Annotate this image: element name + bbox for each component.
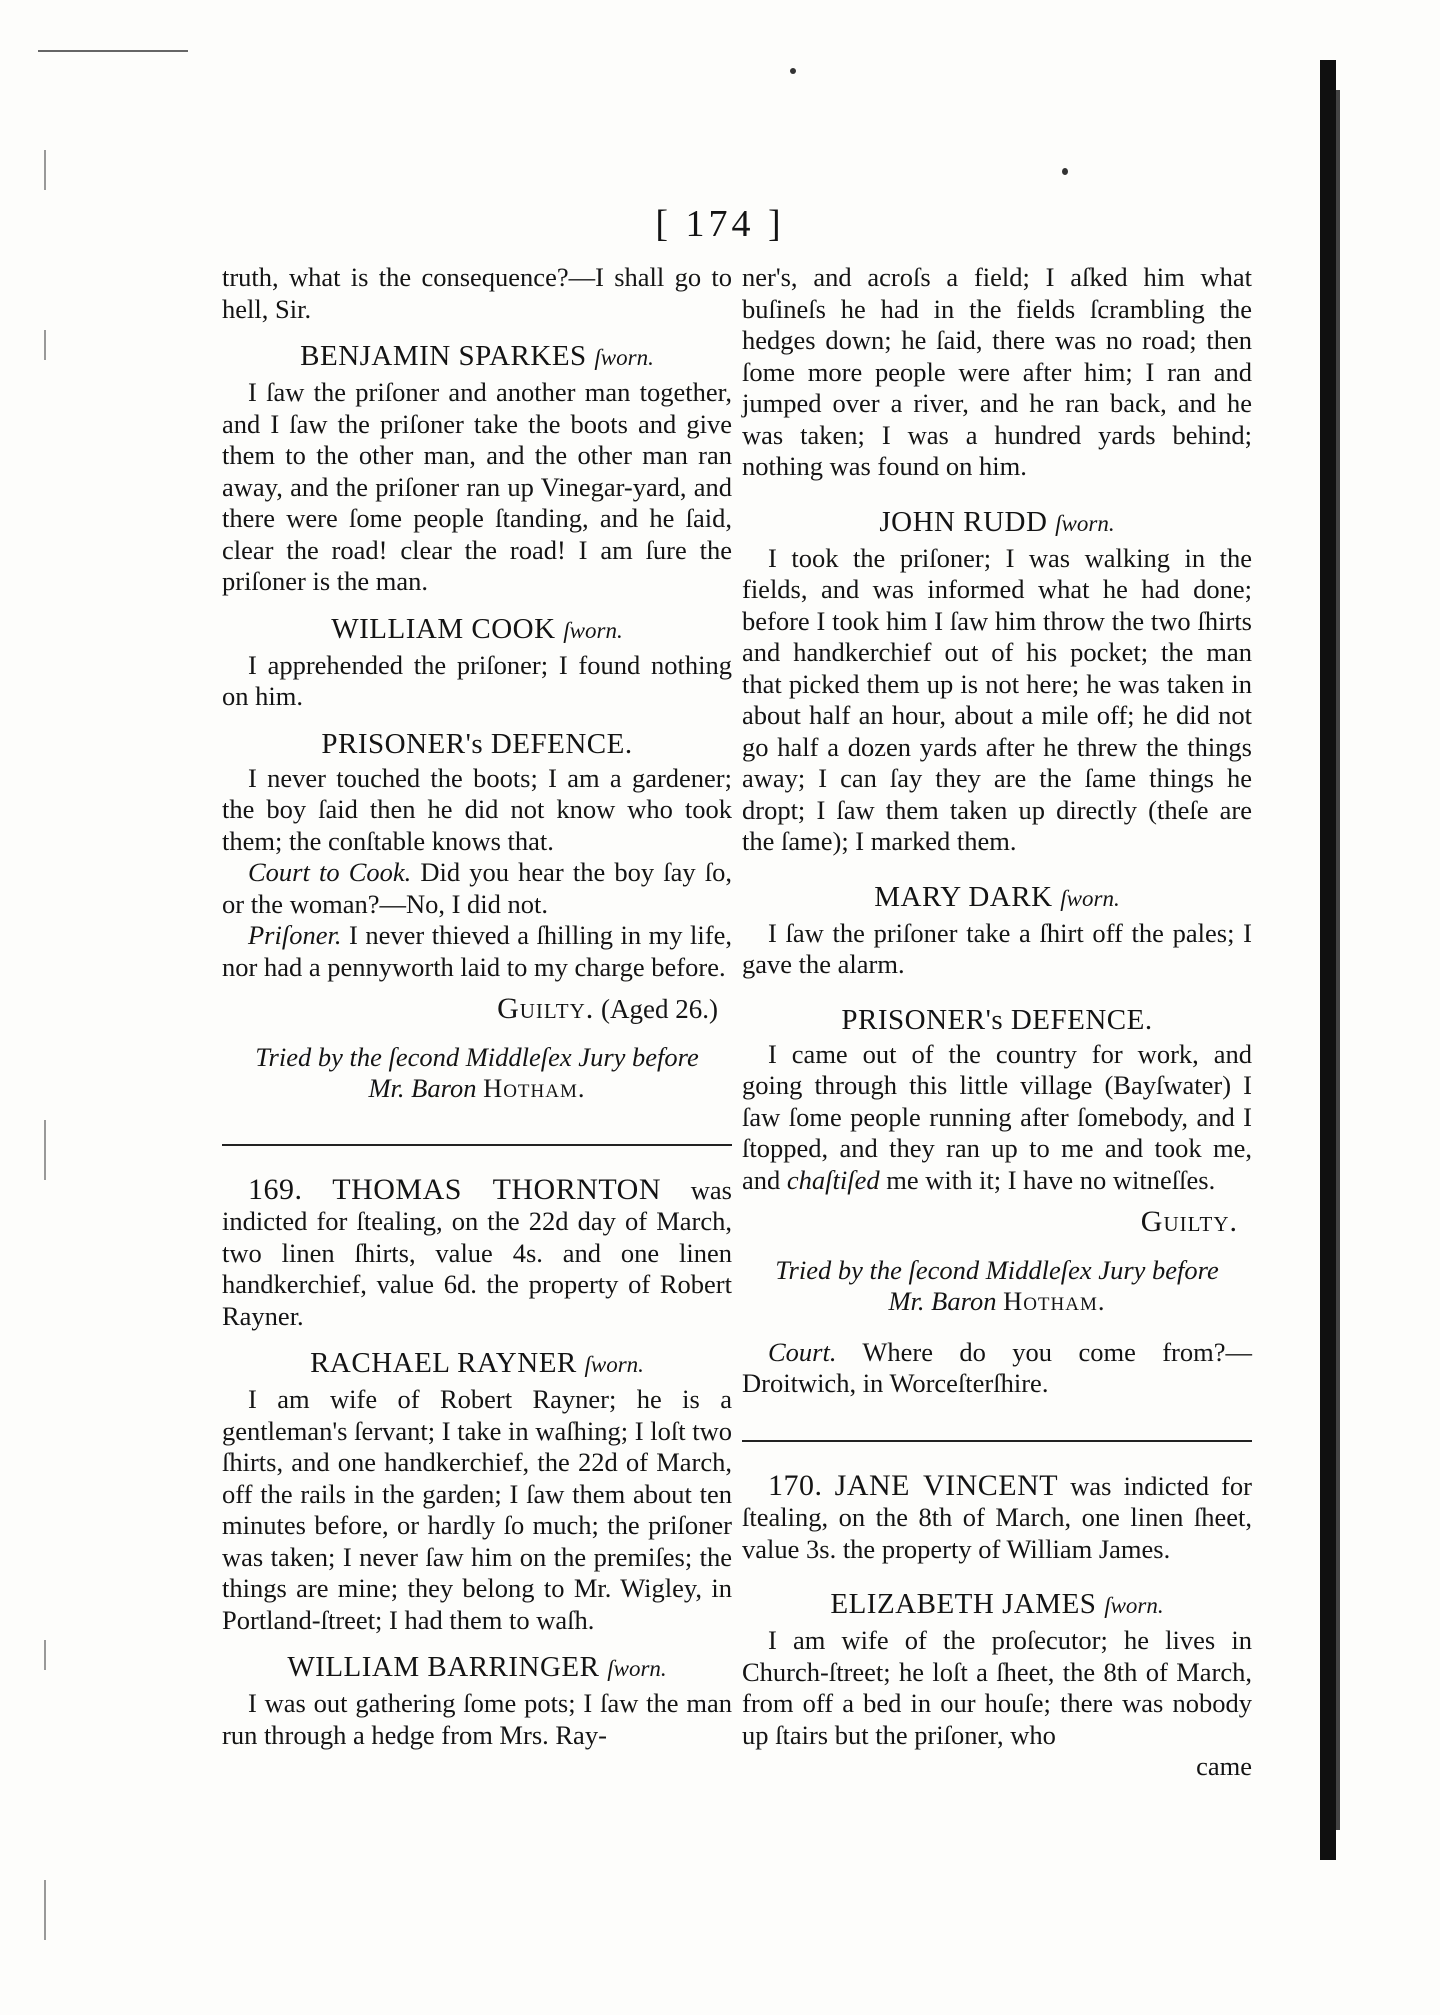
paragraph (742, 1039, 1252, 1197)
sworn-label: ſworn. (563, 617, 623, 643)
paragraph (222, 920, 732, 983)
verdict-word: Guilty. (497, 992, 595, 1025)
witness-name: RACHAEL RAYNER (310, 1347, 577, 1379)
witness-heading (222, 612, 732, 648)
scan-speck (790, 68, 796, 74)
verdict-word: Guilty. (1140, 1205, 1238, 1238)
defendant-name: JANE VINCENT (834, 1468, 1059, 1502)
speech-text: I came out of the country for work, and going through this little village (Bayſwater) I ſaw ſome people running after ſomebody, and I ſtopped, and they ran up to me and took me, and (742, 1038, 1252, 1195)
speech-text: I never thieved a ſhilling in my life, nor had a pennyworth laid to my charge before. (222, 920, 732, 982)
witness-name: JOHN RUDD (879, 505, 1048, 538)
speaker-label: Court to Cook. (248, 857, 412, 887)
tried-line: Tried by the ſecond Middleſex Jury before (255, 1041, 699, 1072)
speech-text: Where do you come from?—Droitwich, in Worceſterſhire. (742, 1336, 1252, 1398)
verdict-age: (Aged 26.) (601, 994, 718, 1024)
binding-shadow (1336, 90, 1340, 1830)
tried-line (742, 1286, 1252, 1317)
witness-name: WILLIAM COOK (331, 612, 556, 645)
paragraph: I am wife of Robert Rayner; he is a gentleman's ſervant; I take in waſhing; I loſt two ſhirts, and one handkerchief, the 22d of March, off the rails in the garden; I ſaw them about ten minutes before, or hardly ſo much; the priſoner was taken; I never ſaw him on the premiſes; the things are mine; they belong to Mr. Wigley, in Portland-ſtreet; I had them to waſh. (222, 1384, 732, 1635)
paragraph: I ſaw the priſoner and another man together, and I ſaw the priſoner take the boots and give them to the other man, and the other man ran away, and the priſoner ran up Vinegar-yard, and there were ſome people ſtanding, and he ſaid, clear the road! clear the road! I am ſure the priſoner is the man. (222, 377, 732, 596)
defence-heading: PRISONER's DEFENCE. (321, 727, 633, 760)
witness-heading (742, 505, 1252, 541)
tried-note (742, 1255, 1252, 1317)
case-number: 169. (248, 1172, 303, 1206)
sworn-label: ſworn. (1104, 1593, 1164, 1618)
sworn-label: ſworn. (594, 345, 654, 370)
case-number: 170. (768, 1468, 823, 1502)
speech-text: me with it; I have no witneſſes. (879, 1164, 1216, 1195)
page-number: [ 174 ] (655, 203, 785, 245)
paragraph: I ſaw the priſoner take a ſhirt off the pales; I gave the alarm. (742, 917, 1252, 979)
sworn-label: ſworn. (607, 1656, 667, 1681)
scan-speck (1062, 168, 1068, 175)
right-column (742, 262, 1252, 1783)
paragraph (222, 857, 732, 920)
tried-note (222, 1042, 732, 1104)
defendant-name: THOMAS THORNTON (332, 1172, 662, 1206)
case-paragraph (742, 1470, 1252, 1566)
witness-heading (222, 339, 732, 375)
speech-text: Did you hear the boy ſay ſo, or the woman?—No, I did not. (222, 857, 732, 919)
scan-mark (44, 1120, 46, 1180)
witness-name: MARY DARK (874, 880, 1053, 913)
emphasis-word: chaſtiſed (786, 1164, 880, 1195)
witness-heading (222, 1650, 732, 1686)
scan-mark (44, 1880, 46, 1940)
paragraph: ner's, and acroſs a field; I aſked him what buſineſs he had in the fields ſcrambling the hedges down; he ſaid, there was no road; then ſome more people were after him; I ran and jumped over a river, and he ran back, and he was taken; I was a hundred yards behind; nothing was found on him. (742, 262, 1252, 481)
paragraph: I apprehended the priſoner; I found nothing on him. (222, 649, 732, 711)
defence-heading: PRISONER's DEFENCE. (841, 1003, 1153, 1036)
binding-shadow (1320, 60, 1336, 1860)
verdict (742, 1206, 1238, 1239)
scan-mark (38, 50, 188, 52)
case-divider (222, 1144, 732, 1146)
speaker-label: Priſoner. (248, 920, 342, 950)
witness-heading (742, 1587, 1252, 1623)
verdict (222, 993, 718, 1026)
witness-name: BENJAMIN SPARKES (300, 340, 587, 372)
indictment-text: was indicted for ſtealing, on the 8th of March, one linen ſheet, value 3s. the property of William James. (742, 1470, 1252, 1564)
judge-name: Hotham. (1003, 1285, 1106, 1316)
case-paragraph (222, 1174, 732, 1333)
paragraph: truth, what is the consequence?—I shall go to hell, Sir. (222, 262, 732, 324)
left-column (222, 262, 732, 1751)
scan-mark (44, 330, 46, 360)
case-divider (742, 1440, 1252, 1442)
witness-name: WILLIAM BARRINGER (287, 1651, 600, 1683)
catchword: came (1196, 1751, 1252, 1781)
paragraph: I am wife of the proſecutor; he lives in Church-ſtreet; he loſt a ſheet, the 8th of March, from off a bed in our houſe; there was nobody up ſtairs but the priſoner, who (742, 1625, 1252, 1750)
judge-title: Mr. Baron (368, 1072, 477, 1103)
paragraph (742, 1337, 1252, 1400)
tried-line (222, 1073, 732, 1104)
witness-heading (742, 880, 1252, 916)
paragraph: I was out gathering ſome pots; I ſaw the man run through a hedge from Mrs. Ray- (222, 1688, 732, 1750)
scan-mark (44, 150, 46, 190)
speaker-label: Court. (768, 1336, 837, 1367)
sworn-label: ſworn. (1055, 510, 1115, 536)
witness-heading (222, 1346, 732, 1382)
judge-title: Mr. Baron (888, 1285, 997, 1316)
sworn-label: ſworn. (1060, 885, 1120, 911)
scan-mark (44, 1640, 46, 1670)
judge-name: Hotham. (483, 1072, 586, 1103)
sworn-label: ſworn. (584, 1352, 644, 1377)
indictment-text: was indicted for ſtealing, on the 22d day of March, two linen ſhirts, value 4s. and one linen handkerchief, value 6d. the property of Robert Rayner. (222, 1174, 732, 1331)
witness-name: ELIZABETH JAMES (830, 1588, 1097, 1620)
paragraph: I never touched the boots; I am a gardener; the boy ſaid then he did not know who took them; the conſtable knows that. (222, 762, 732, 856)
paragraph: I took the priſoner; I was walking in the fields, and was informed what he had done; before I took him I ſaw him throw the two ſhirts and handkerchief out of his pocket; the man that picked them up is not here; he was taken in about half an hour, about a mile off; he did not go half a dozen yards after he threw the things away; I can ſay they are the ſame things he dropt; I ſaw them taken up directly (theſe are the ſame); I marked them. (742, 542, 1252, 856)
tried-line: Tried by the ſecond Middleſex Jury before (775, 1254, 1219, 1285)
